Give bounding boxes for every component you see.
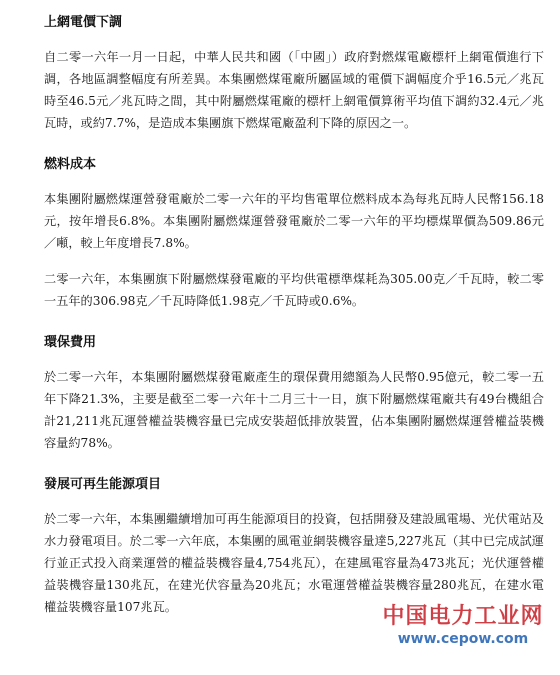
document-body xyxy=(44,14,544,618)
watermark-title: 中国电力工业网 xyxy=(382,604,544,629)
section-fuel-cost xyxy=(44,156,544,312)
section-paragraph: 二零一六年，本集團旗下附屬燃煤發電廠的平均供電標準煤耗為305.00克／千瓦時，較二零一五年的306.98克／千瓦時降低1.98克／千瓦時或0.6%。 xyxy=(44,272,544,308)
section-paragraph: 本集團附屬燃煤運營發電廠於二零一六年的平均售電單位燃料成本為每兆瓦時人民幣156.18元，按年增長6.8%。本集團附屬燃煤運營發電廠於二零一六年的平均標煤單價為509.86元／噸，較上年度增長7.8%。 xyxy=(44,192,544,250)
section-heading: 發展可再生能源項目 xyxy=(44,477,162,492)
section-heading: 燃料成本 xyxy=(44,157,97,172)
section-tariff xyxy=(44,14,544,134)
section-paragraph: 於二零一六年，本集團附屬燃煤發電廠產生的環保費用總額為人民幣0.95億元，較二零一五年下降21.3%，主要是截至二零一六年十二月三十一日，旗下附屬燃煤電廠共有49台機組合計21,211兆瓦運營權益裝機容量已完成安裝超低排放裝置，佔本集團附屬燃煤運營權益裝機容量約78%。 xyxy=(44,370,544,450)
watermark-url: www.cepow.com xyxy=(397,631,529,647)
section-environmental-cost xyxy=(44,334,544,454)
section-heading: 上網電價下調 xyxy=(44,15,123,30)
section-paragraph: 自二零一六年一月一日起，中華人民共和國（「中國」）政府對燃煤電廠標杆上網電價進行下調，各地區調整幅度有所差異。本集團燃煤電廠所屬區域的電價下調幅度介乎16.5元／兆瓦時至46.5元／兆瓦時之間，其中附屬燃煤電廠的標杆上網電價算術平均值下調約32.4元／兆瓦時，或約7.7%，是造成本集團旗下燃煤電廠盈利下降的原因之一。 xyxy=(44,50,544,130)
section-renewable-energy xyxy=(44,476,544,618)
section-heading: 環保費用 xyxy=(44,335,97,350)
section-paragraph: 於二零一六年，本集團繼續增加可再生能源項目的投資，包括開發及建設風電場、光伏電站及水力發電項目。於二零一六年底，本集團的風電並網裝機容量達5,227兆瓦（其中已完成試運行並正式投入商業運營的權益裝機容量4,754兆瓦），在建風電容量為473兆瓦；光伏運營權益裝機容量130兆瓦，在建光伏容量為20兆瓦；水電運營權益裝機容量280兆瓦，在建水電權益裝機容量107兆瓦。 xyxy=(44,512,544,614)
